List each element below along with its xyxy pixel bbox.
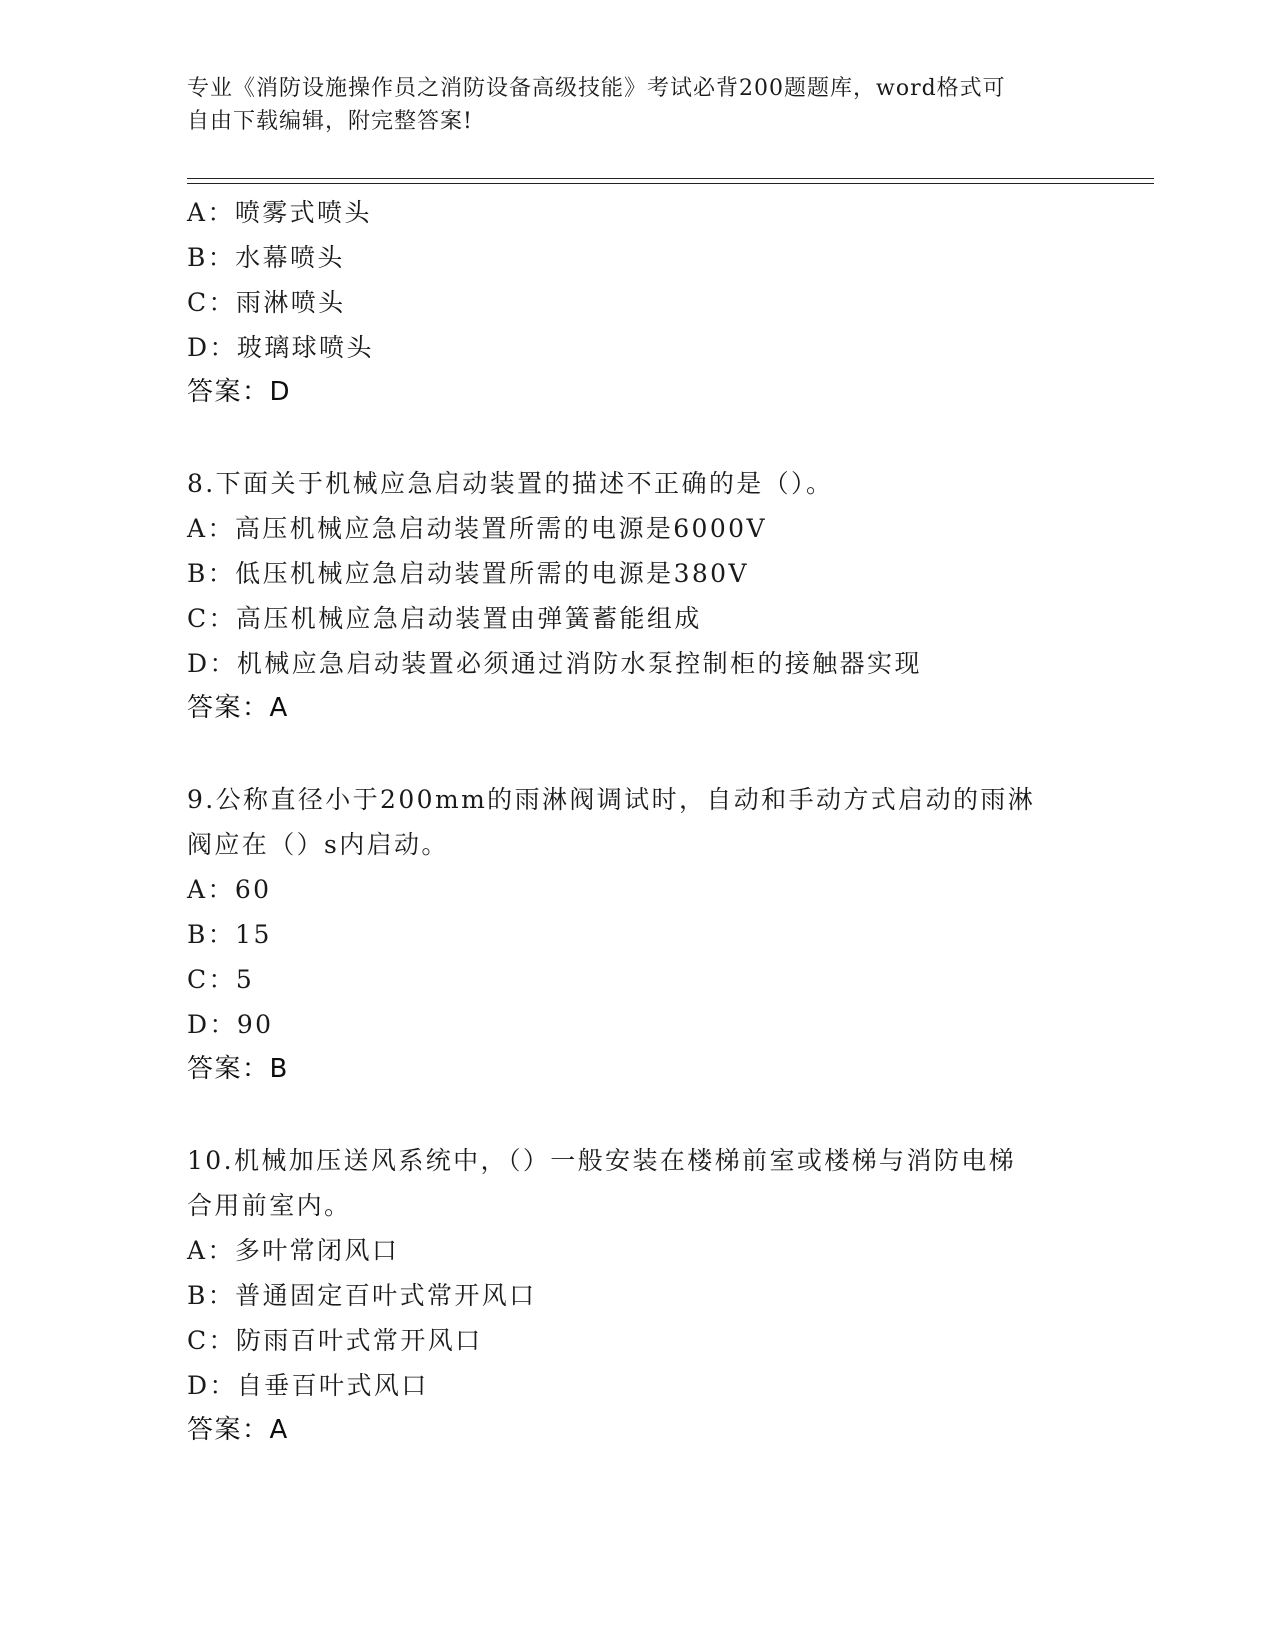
question-text: 10.机械加压送风系统中，（）一般安装在楼梯前室或楼梯与消防电梯 bbox=[187, 1146, 1017, 1175]
option-a: A：喷雾式喷头 bbox=[187, 198, 372, 227]
header-line-1: 专业《消防设施操作员之消防设备高级技能》考试必背200题题库，word格式可 bbox=[187, 76, 1006, 101]
answer-line: 答案：B bbox=[187, 1054, 289, 1084]
header-rule-bottom bbox=[187, 183, 1154, 184]
block-spacer bbox=[187, 415, 1147, 461]
answer-line: 答案：A bbox=[187, 1415, 289, 1445]
option-a: A：60 bbox=[187, 875, 272, 904]
option-b: B：水幕喷头 bbox=[187, 243, 345, 272]
block-spacer bbox=[187, 1092, 1147, 1138]
option-a: A：高压机械应急启动装置所需的电源是6000V bbox=[187, 514, 767, 543]
option-d: D：自垂百叶式风口 bbox=[187, 1371, 429, 1400]
option-d: D：玻璃球喷头 bbox=[187, 333, 374, 362]
question-block-9 bbox=[187, 777, 1147, 1092]
option-d: D：机械应急启动装置必须通过消防水泵控制柜的接触器实现 bbox=[187, 649, 922, 678]
answer-line: 答案：D bbox=[187, 377, 292, 407]
question-block-8 bbox=[187, 461, 1147, 731]
question-text-continued: 阀应在（）s内启动。 bbox=[187, 830, 449, 859]
block-spacer bbox=[187, 731, 1147, 777]
question-block-7 bbox=[187, 190, 1147, 415]
question-list bbox=[187, 190, 1147, 1453]
option-c: C：5 bbox=[187, 965, 255, 994]
question-block-10 bbox=[187, 1138, 1147, 1453]
option-c: C：雨淋喷头 bbox=[187, 288, 346, 317]
question-text: 9.公称直径小于200mm的雨淋阀调试时，自动和手动方式启动的雨淋 bbox=[187, 785, 1036, 814]
option-d: D：90 bbox=[187, 1010, 274, 1039]
document-header bbox=[187, 72, 1087, 138]
header-rule-top bbox=[187, 178, 1154, 179]
option-c: C：防雨百叶式常开风口 bbox=[187, 1326, 483, 1355]
option-c: C：高压机械应急启动装置由弹簧蓄能组成 bbox=[187, 604, 702, 633]
question-text: 8.下面关于机械应急启动装置的描述不正确的是（）。 bbox=[187, 469, 834, 498]
option-b: B：普通固定百叶式常开风口 bbox=[187, 1281, 537, 1310]
option-b: B：15 bbox=[187, 920, 272, 949]
header-line-2: 自由下载编辑，附完整答案! bbox=[187, 109, 473, 134]
question-text-continued: 合用前室内。 bbox=[187, 1191, 352, 1220]
answer-line: 答案：A bbox=[187, 693, 289, 723]
option-b: B：低压机械应急启动装置所需的电源是380V bbox=[187, 559, 749, 588]
option-a: A：多叶常闭风口 bbox=[187, 1236, 400, 1265]
